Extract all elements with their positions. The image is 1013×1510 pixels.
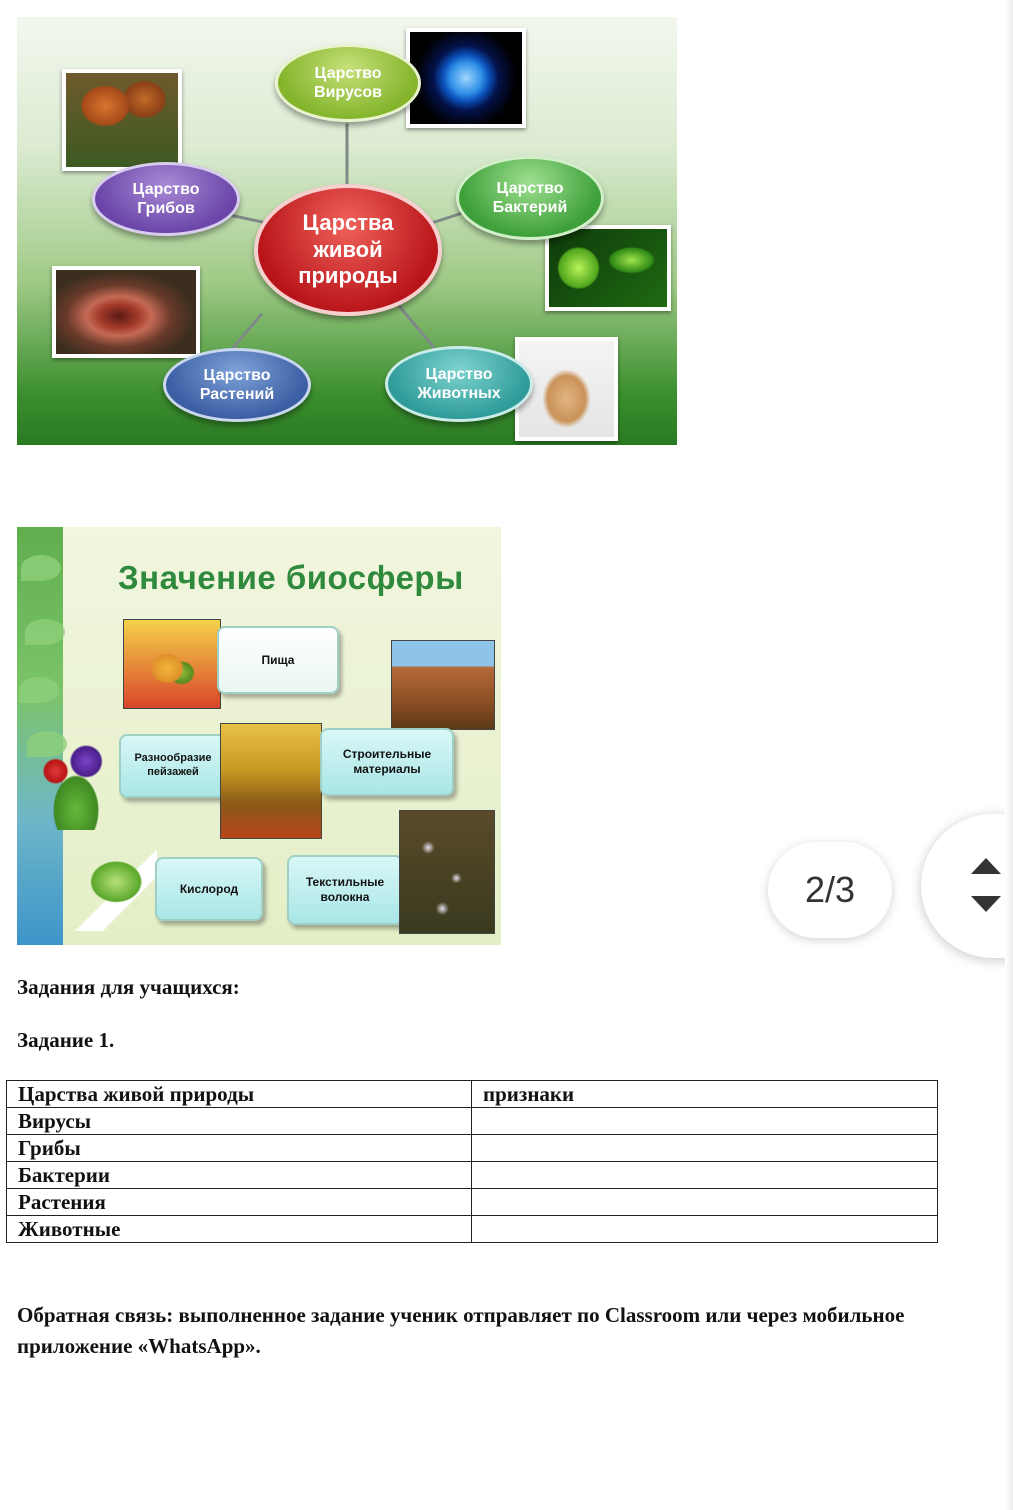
kingdom-plants: Царство Растений xyxy=(163,348,311,422)
kingdoms-table xyxy=(6,1080,938,1243)
table-row xyxy=(7,1189,938,1216)
autumn-forest-picture xyxy=(220,723,322,839)
page-edge-shadow xyxy=(1005,0,1013,1510)
table-cell: Животные xyxy=(7,1216,472,1243)
kingdom-viruses: Царство Вирусов xyxy=(275,44,421,122)
kingdoms-slide-image xyxy=(17,17,677,445)
table-cell xyxy=(472,1216,938,1243)
table-cell xyxy=(472,1135,938,1162)
table-cell xyxy=(472,1162,938,1189)
page-down-icon[interactable] xyxy=(971,896,1001,912)
page-counter: 2/3 xyxy=(768,842,892,938)
page-up-icon[interactable] xyxy=(971,858,1001,874)
kingdom-bacteria: Царство Бактерий xyxy=(456,156,604,240)
card-building-materials: Строительные материалы xyxy=(320,728,454,796)
table-row xyxy=(7,1135,938,1162)
table-cell xyxy=(472,1108,938,1135)
card-food: Пища xyxy=(217,626,339,694)
card-textile-fibers: Текстильные волокна xyxy=(287,855,403,925)
biosphere-slide-image xyxy=(17,527,501,945)
tasks-heading: Задания для учащихся: xyxy=(17,975,240,999)
table-cell: Бактерии xyxy=(7,1162,472,1189)
virus-photo xyxy=(406,28,526,128)
coast-picture xyxy=(391,640,495,730)
table-header-cell: признаки xyxy=(472,1081,938,1108)
slide-title: Значение биосферы xyxy=(118,559,464,596)
tree-clipart xyxy=(55,849,157,931)
landscape-clipart xyxy=(25,732,127,830)
card-oxygen: Кислород xyxy=(155,857,263,921)
table-cell: Грибы xyxy=(7,1135,472,1162)
feedback-paragraph: Обратная связь: выполненное задание ученик отправляет по Classroom или через мобильное приложение «WhatsApp». xyxy=(17,1303,905,1358)
page-scroll-control[interactable] xyxy=(921,814,1013,958)
table-header-cell: Царства живой природы xyxy=(7,1081,472,1108)
task1-heading: Задание 1. xyxy=(17,1028,115,1052)
table-row xyxy=(7,1162,938,1189)
table-row xyxy=(7,1216,938,1243)
fruit-bowl-picture xyxy=(123,619,221,709)
cotton-plants-picture xyxy=(399,810,495,934)
bacteria-photo xyxy=(545,225,671,311)
table-cell xyxy=(472,1189,938,1216)
kingdom-fungi: Царство Грибов xyxy=(92,162,240,236)
table-cell: Вирусы xyxy=(7,1108,472,1135)
card-landscapes: Разнообразие пейзажей xyxy=(119,734,227,798)
mushrooms-photo xyxy=(62,69,182,171)
table-row xyxy=(7,1108,938,1135)
table-header-row xyxy=(7,1081,938,1108)
table-cell: Растения xyxy=(7,1189,472,1216)
rafflesia-photo xyxy=(52,266,200,358)
kingdom-animals: Царство Животных xyxy=(385,346,533,422)
kingdoms-center: Царства живой природы xyxy=(254,184,442,316)
